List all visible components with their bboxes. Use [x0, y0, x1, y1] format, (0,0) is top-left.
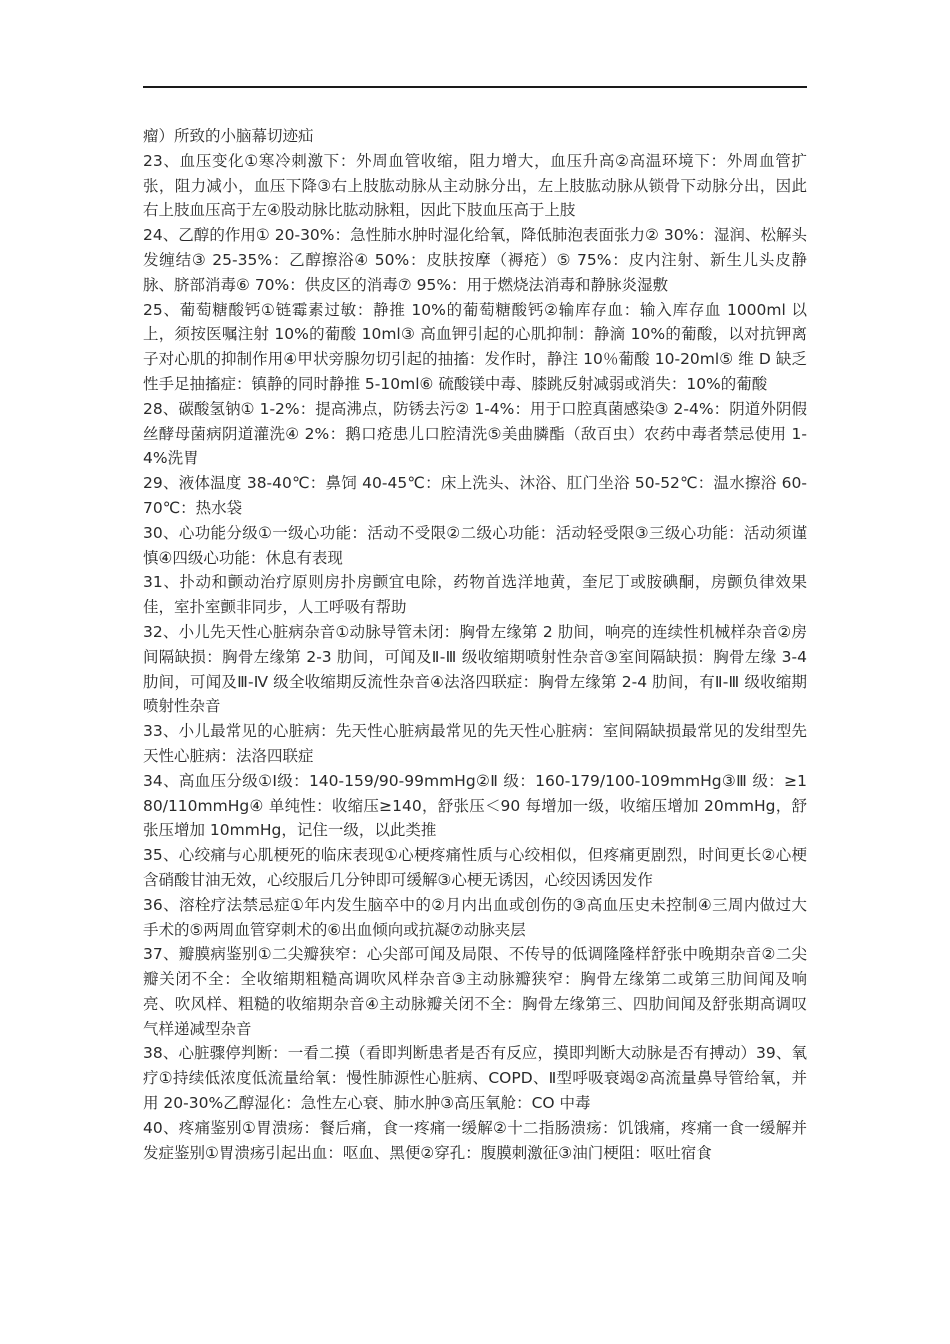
document-body	[143, 124, 807, 1165]
paragraph-34-hypertension-grades: 34、高血压分级①Ⅰ级：140-159/90-99mmHg②Ⅱ 级：160-179/100-109mmHg③Ⅲ 级：≥180/110mmHg④ 单纯性：收缩压≥140，舒张压＜90 每增加一级，收缩压增加 20mmHg，舒张压增加 10mmHg，记住一级，以此类推	[143, 771, 807, 840]
paragraph-37-valve-disease: 37、瓣膜病鉴别①二尖瓣狭窄：心尖部可闻及局限、不传导的低调隆隆样舒张中晚期杂音②二尖瓣关闭不全：全收缩期粗糙高调吹风样杂音③主动脉瓣狭窄：胸骨左缘第二或第三肋间闻及响亮、吹风样、粗糙的收缩期杂音④主动脉瓣关闭不全：胸骨左缘第三、四肋间闻及舒张期高调叹气样递减型杂音	[143, 945, 807, 1038]
paragraph-36-thrombolysis-contraindications: 36、溶栓疗法禁忌症①年内发生脑卒中的②月内出血或创伤的③高血压史未控制④三周内做过大手术的⑤两周血管穿刺术的⑥出血倾向或抗凝⑦动脉夹层	[143, 895, 807, 939]
paragraph-24-ethanol: 24、乙醇的作用① 20-30%：急性肺水肿时湿化给氧，降低肺泡表面张力② 30%：湿润、松解头发缠结③ 25-35%：乙醇擦浴④ 50%：皮肤按摩（褥疮）⑤ 75%：皮内注射、新生儿头皮静脉、脐部消毒⑥ 70%：供皮区的消毒⑦ 95%：用于燃烧法消毒和静脉炎湿敷	[143, 226, 807, 294]
paragraph-25-calcium-gluconate: 25、葡萄糖酸钙①链霉素过敏：静推 10%的葡萄糖酸钙②输库存血：输入库存血 1000ml 以上，须按医嘱注射 10%的葡酸 10ml③ 高血钾引起的心肌抑制：静滴 10%的葡酸，以对抗钾离子对心肌的抑制作用④甲状旁腺勿切引起的抽搐：发作时，静注 10％葡酸 10-20ml⑤ 维 D 缺乏性手足抽搐症：镇静的同时静推 5-10ml⑥ 硫酸镁中毒、膝跳反射减弱或消失：10%的葡酸	[143, 300, 807, 393]
paragraph-33-pediatric-heart-disease: 33、小儿最常见的心脏病：先天性心脏病最常见的先天性心脏病：室间隔缺损最常见的发绀型先天性心脏病：法洛四联症	[143, 722, 807, 765]
paragraph-30-cardiac-function: 30、心功能分级①一级心功能：活动不受限②二级心功能：活动轻受限③三级心功能：活动须谨慎④四级心功能：休息有表现	[143, 523, 807, 567]
paragraph-29-liquid-temperature: 29、液体温度 38-40℃：鼻饲 40-45℃：床上洗头、沐浴、肛门坐浴 50-52℃：温水擦浴 60-70℃：热水袋	[143, 474, 807, 517]
paragraph-23-blood-pressure: 23、血压变化①寒冷刺激下：外周血管收缩，阻力增大，血压升高②高温环境下：外周血管扩张，阻力减小，血压下降③右上肢肱动脉从主动脉分出，左上肢肱动脉从锁骨下动脉分出，因此右上肢血压高于左④股动脉比肱动脉粗，因此下肢血压高于上肢	[143, 151, 807, 220]
paragraph-continuation: 瘤）所致的小脑幕切迹疝	[143, 127, 314, 145]
paragraph-40-pain-differentiation: 40、疼痛鉴别①胃溃疡：餐后痛，食一疼痛一缓解②十二指肠溃疡：饥饿痛，疼痛一食一缓解并发症鉴别①胃溃疡引起出血：呕血、黑便②穿孔：腹膜刺激征③油门梗阻：呕吐宿食	[143, 1118, 807, 1162]
paragraph-31-flutter-fibrillation: 31、扑动和颤动治疗原则房扑房颤宜电除，药物首选洋地黄，奎尼丁或胺碘酮，房颤负律效果佳，室扑室颤非同步，人工呼吸有帮助	[143, 573, 807, 617]
header-rule	[143, 86, 807, 88]
paragraph-35-angina-vs-mi: 35、心绞痛与心肌梗死的临床表现①心梗疼痛性质与心绞相似，但疼痛更剧烈，时间更长②心梗含硝酸甘油无效，心绞服后几分钟即可缓解③心梗无诱因，心绞因诱因发作	[143, 846, 807, 889]
paragraph-38-39-cardiac-arrest-oxygen: 38、心脏骤停判断：一看二摸（看即判断患者是否有反应，摸即判断大动脉是否有搏动）39、氧疗①持续低浓度低流量给氧：慢性肺源性心脏病、COPD、Ⅱ型呼吸衰竭②高流量鼻导管给氧，并用 20-30%乙醇湿化：急性左心衰、肺水肿③高压氧舱：CO 中毒	[143, 1044, 807, 1113]
paragraph-32-congenital-murmurs: 32、小儿先天性心脏病杂音①动脉导管未闭：胸骨左缘第 2 肋间，响亮的连续性机械样杂音②房间隔缺损：胸骨左缘第 2-3 肋间，可闻及Ⅱ-Ⅲ 级收缩期喷射性杂音③室间隔缺损：胸骨左缘 3-4 肋间，可闻及Ⅲ-Ⅳ 级全收缩期反流性杂音④法洛四联症：胸骨左缘第 2-4 肋间，有Ⅱ-Ⅲ 级收缩期喷射性杂音	[143, 622, 807, 716]
paragraph-28-sodium-bicarbonate: 28、碳酸氢钠① 1-2%：提高沸点，防锈去污② 1-4%：用于口腔真菌感染③ 2-4%：阴道外阴假丝酵母菌病阴道灌洗④ 2%：鹅口疮患儿口腔清洗⑤美曲膦酯（敌百虫）农药中毒者禁忌使用 1-4%洗胃	[143, 399, 807, 468]
